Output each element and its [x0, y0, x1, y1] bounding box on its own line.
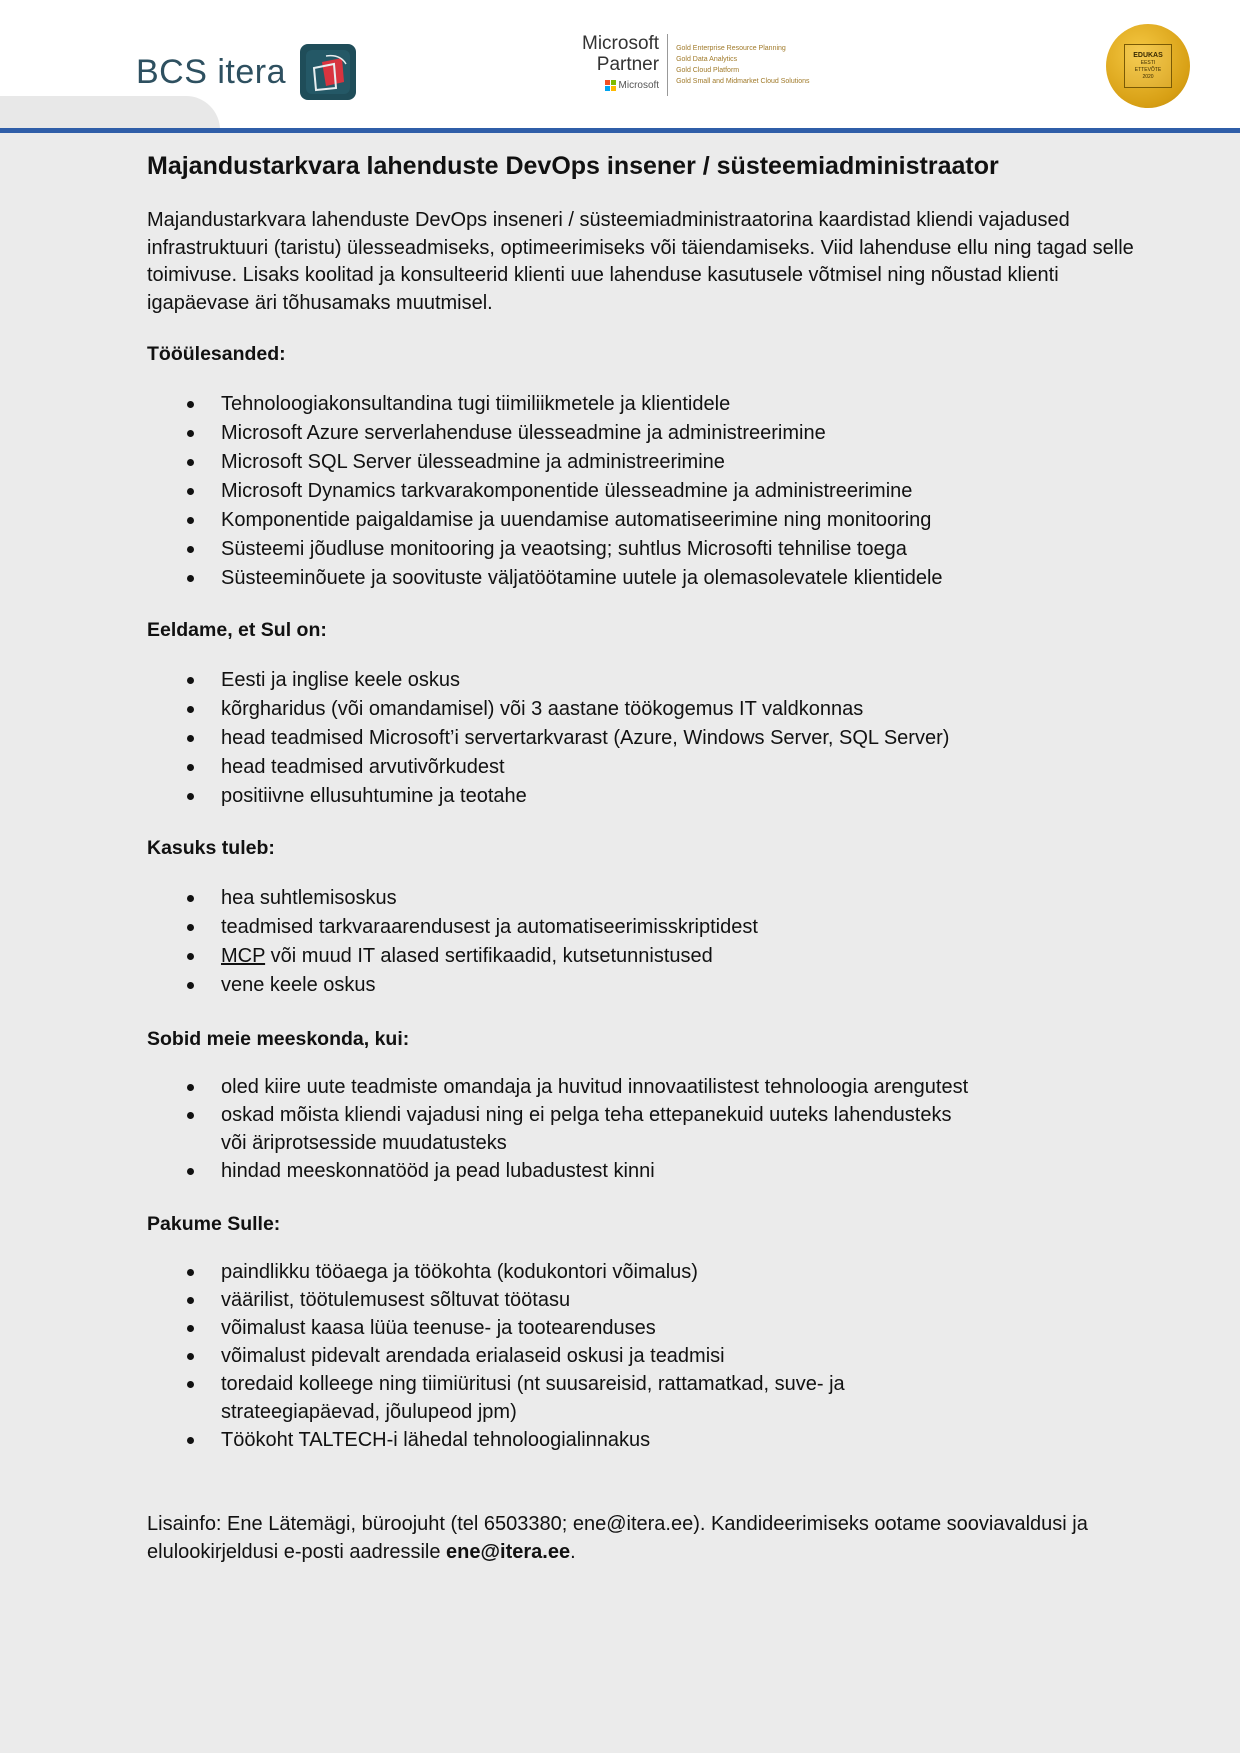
- microsoft-partner-logo: [582, 34, 810, 96]
- list-item: [147, 564, 1147, 593]
- ms-partner-divider: [667, 34, 668, 96]
- bullet-icon: [187, 1437, 194, 1444]
- list-item: [147, 942, 1147, 971]
- list-item: [147, 506, 1147, 535]
- job-intro: Majandustarkvara lahenduste DevOps inseneri / süsteemiadministraatorina kaardistad kliendi vajadused infrastruktuuri (taristu) ülesseadmiseks, optimeerimiseks või täiendamiseks. Viid lahenduse ellu ning tagad selle toimivuse. Lisaks koolitad ja konsulteerid klienti uue lahenduse kasutusele võtmisel ning nõustad klienti igapäevase äri tõhusamaks muutmisel.: [147, 209, 1134, 314]
- bullet-icon: [187, 1168, 194, 1175]
- bullet-icon: [187, 1353, 194, 1360]
- ms-gold-line: Gold Data Analytics: [676, 56, 738, 63]
- list-item: [147, 913, 1147, 942]
- list-item: [147, 884, 1147, 913]
- list-item-text: Tehnoloogiakonsultandina tugi tiimiliikmetele ja klientidele: [221, 393, 731, 415]
- ms-partner-word: Partner: [596, 54, 660, 75]
- list-item: [147, 1073, 1147, 1101]
- content-panel: [0, 133, 1240, 1753]
- list-item: [147, 1157, 1147, 1185]
- bullet-icon: [187, 793, 194, 800]
- list-item-text: hea suhtlemisoskus: [221, 887, 397, 909]
- edukas-eesti-ettevote-badge: [1106, 24, 1190, 108]
- list-item: [147, 477, 1147, 506]
- list-item-text: Microsoft SQL Server ülesseadmine ja administreerimine: [221, 451, 725, 473]
- bullet-icon: [187, 1084, 194, 1091]
- list-item-text: või muud IT alased sertifikaadid, kutsetunnistused: [270, 945, 713, 967]
- flag-square-blue: [605, 86, 610, 91]
- ms-partner-left: [582, 34, 667, 96]
- page-header: [0, 0, 1240, 130]
- bullet-icon: [187, 546, 194, 553]
- list-item-text: Töökoht TALTECH-i lähedal tehnoloogialinnakus: [221, 1429, 651, 1451]
- list-item: [147, 1314, 1147, 1342]
- bullet-icon: [187, 488, 194, 495]
- list-item-text: oskad mõista kliendi vajadusi ning ei pelga teha ettepanekuid uuteks lahendusteks või äriprotsesside muudatusteks: [221, 1104, 952, 1154]
- ms-small-brand-text: Microsoft: [618, 80, 660, 91]
- list-item: [147, 1370, 1147, 1426]
- list-item-text: väärilist, töötulemusest sõltuvat töötasu: [221, 1289, 571, 1311]
- list-item: [147, 419, 1147, 448]
- list-item-text: Eesti ja inglise keele oskus: [221, 669, 461, 691]
- content-body: [147, 150, 1147, 1566]
- contact-info: [147, 1510, 1147, 1566]
- list-item: [147, 448, 1147, 477]
- badge-line2: EESTI: [1140, 59, 1156, 66]
- list-item-text: kõrgharidus (või omandamisel) või 3 aastane töökogemus IT valdkonnas: [221, 698, 864, 720]
- list-item: [147, 1286, 1147, 1314]
- bullet-icon: [187, 459, 194, 466]
- list-item-text: Microsoft Azure serverlahenduse ülesseadmine ja administreerimine: [221, 422, 826, 444]
- badge-line3: ETTEVÕTE: [1134, 66, 1162, 73]
- bonus-heading: Kasuks tuleb:: [147, 837, 275, 859]
- contact-email-link[interactable]: ene@itera.ee: [446, 1541, 571, 1563]
- list-item-text: hindad meeskonnatööd ja pead lubadustest kinni: [221, 1160, 655, 1182]
- company-logo-text: BCS itera: [136, 52, 286, 91]
- list-item: [147, 724, 1147, 753]
- bullet-icon: [187, 1269, 194, 1276]
- list-item: [147, 971, 1147, 1000]
- flag-square-yellow: [611, 86, 616, 91]
- list-item: [147, 666, 1147, 695]
- list-item-text: toredaid kolleege ning tiimiüritusi (nt suusareisid, rattamatkad, suve- ja strateegiapäevad, jõulupeod jpm): [221, 1373, 845, 1423]
- ms-gold-line: Gold Cloud Platform: [676, 67, 740, 74]
- bullet-icon: [187, 1325, 194, 1332]
- fit-list: [147, 1073, 1147, 1185]
- ms-gold-line: Gold Small and Midmarket Cloud Solutions: [676, 78, 810, 85]
- list-item: [147, 695, 1147, 724]
- bullet-icon: [187, 895, 194, 902]
- flag-square-red: [605, 80, 610, 85]
- offer-heading: Pakume Sulle:: [147, 1213, 281, 1235]
- requirements-list: [147, 666, 1147, 811]
- badge-year: 2020: [1142, 73, 1154, 80]
- list-item: [147, 535, 1147, 564]
- bullet-icon: [187, 764, 194, 771]
- list-item-text: Komponentide paigaldamise ja uuendamise automatiseerimine ning monitooring: [221, 509, 932, 531]
- list-item-text: vene keele oskus: [221, 974, 376, 996]
- bullet-icon: [187, 706, 194, 713]
- list-item: [147, 753, 1147, 782]
- list-item: [147, 1101, 1147, 1157]
- list-item-text: võimalust pidevalt arendada erialaseid oskusi ja teadmisi: [221, 1345, 725, 1367]
- bullet-icon: [187, 575, 194, 582]
- list-item-text: positiivne ellusuhtumine ja teotahe: [221, 785, 527, 807]
- bonus-list: [147, 884, 1147, 1000]
- list-item-text: Süsteemi jõudluse monitooring ja veaotsing; suhtlus Microsofti tehnilise toega: [221, 538, 907, 560]
- list-item-text: head teadmised arvutivõrkudest: [221, 756, 505, 778]
- ms-small-brand: [582, 80, 659, 91]
- list-item-text: oled kiire uute teadmiste omandaja ja huvitud innovaatilistest tehnoloogia arengutest: [221, 1076, 969, 1098]
- microsoft-flag-icon: [605, 80, 616, 91]
- list-item: [147, 782, 1147, 811]
- bullet-icon: [187, 735, 194, 742]
- bcs-logo-mark-icon: [300, 44, 356, 100]
- list-item: [147, 1426, 1147, 1454]
- fit-heading: Sobid meie meeskonda, kui:: [147, 1028, 410, 1050]
- bcs-itera-logo: [136, 42, 356, 102]
- tasks-heading: Tööülesanded:: [147, 343, 286, 365]
- mcp-link[interactable]: MCP: [221, 945, 266, 967]
- bullet-icon: [187, 677, 194, 684]
- job-title: Majandustarkvara lahenduste DevOps insener / süsteemiadministraator: [147, 152, 999, 180]
- bullet-icon: [187, 401, 194, 408]
- list-item: [147, 390, 1147, 419]
- contact-end: .: [570, 1541, 576, 1563]
- badge-line1: EDUKAS: [1133, 51, 1163, 59]
- list-item-text: Microsoft Dynamics tarkvarakomponentide ülesseadmine ja administreerimine: [221, 480, 913, 502]
- bullet-icon: [187, 517, 194, 524]
- bullet-icon: [187, 1112, 194, 1119]
- requirements-heading: Eeldame, et Sul on:: [147, 619, 327, 641]
- list-item-text: teadmised tarkvaraarendusest ja automatiseerimisskriptidest: [221, 916, 758, 938]
- list-item: [147, 1258, 1147, 1286]
- ms-gold-line: Gold Enterprise Resource Planning: [676, 45, 786, 52]
- contact-text: Lisainfo: Ene Lätemägi, büroojuht (tel 6503380; ene@itera.ee). Kandideerimiseks ootame sooviavaldusi ja elulookirjeldusi e-posti aadressile: [147, 1513, 1088, 1563]
- offer-list: [147, 1258, 1147, 1454]
- list-item-text: head teadmised Microsoft’i servertarkvarast (Azure, Windows Server, SQL Server): [221, 727, 950, 749]
- bullet-icon: [187, 953, 194, 960]
- tasks-list: [147, 390, 1147, 593]
- ms-word: Microsoft: [582, 33, 660, 54]
- badge-inner: [1124, 44, 1172, 88]
- list-item-text: paindlikku tööaega ja töökohta (kodukontori võimalus): [221, 1261, 698, 1283]
- bullet-icon: [187, 982, 194, 989]
- bullet-icon: [187, 924, 194, 931]
- bullet-icon: [187, 430, 194, 437]
- bullet-icon: [187, 1381, 194, 1388]
- list-item: [147, 1342, 1147, 1370]
- bullet-icon: [187, 1297, 194, 1304]
- list-item-text: võimalust kaasa lüüa teenuse- ja tootearenduses: [221, 1317, 656, 1339]
- list-item-text: Süsteeminõuete ja soovituste väljatöötamine uutele ja olemasolevatele klientidele: [221, 567, 943, 589]
- flag-square-green: [611, 80, 616, 85]
- ms-gold-competencies: [676, 34, 809, 96]
